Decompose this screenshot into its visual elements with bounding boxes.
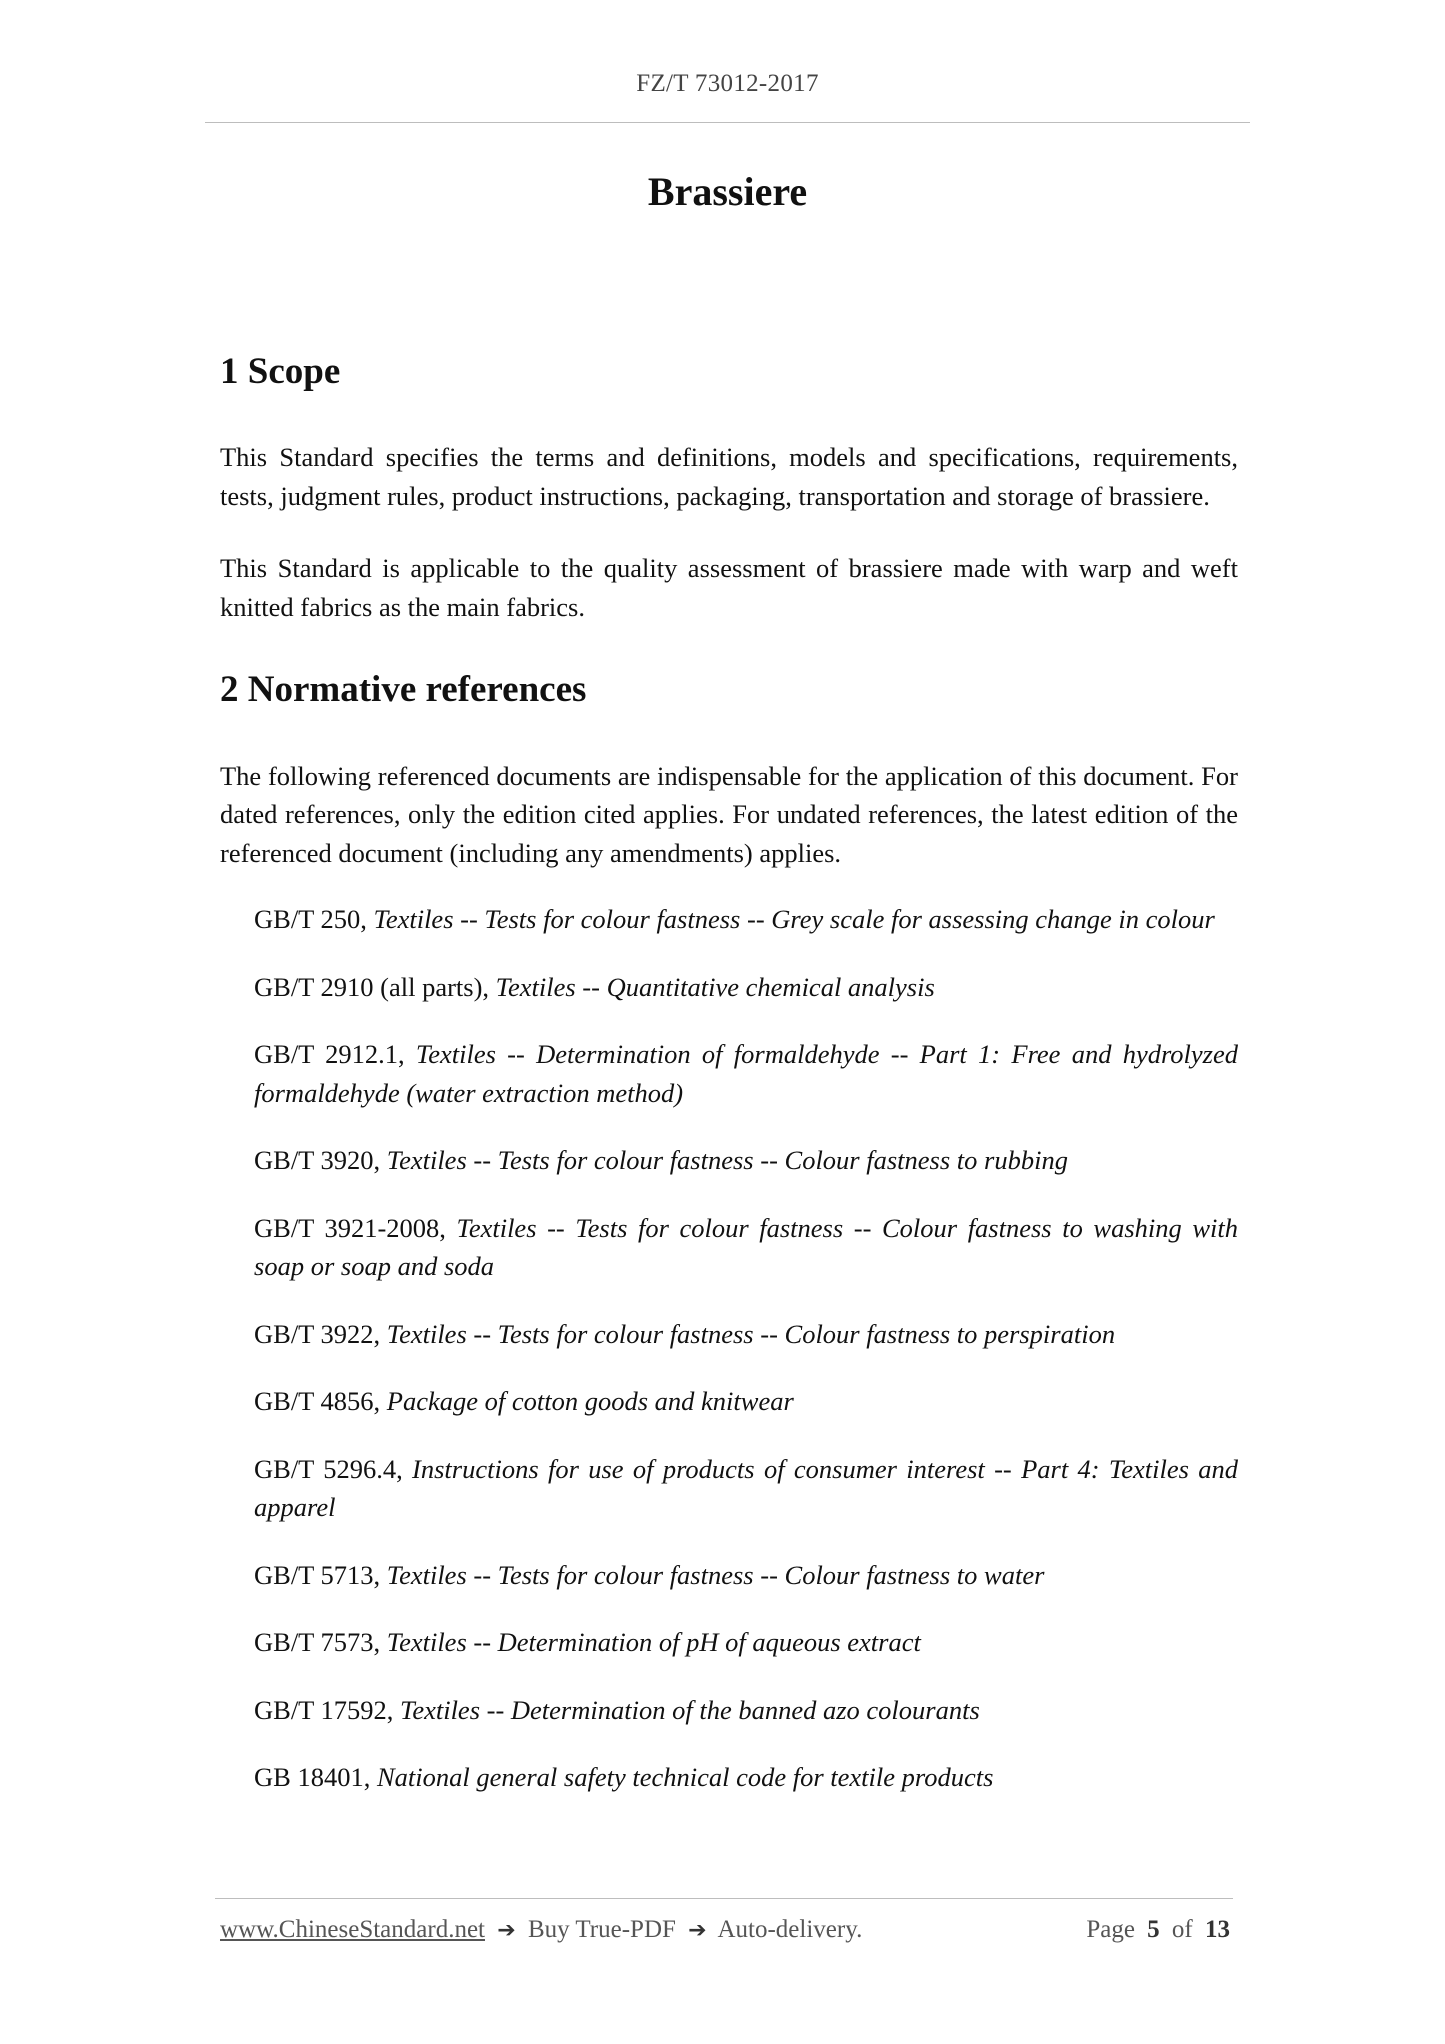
reference-item: [254, 1450, 1238, 1527]
reference-title: Textiles -- Determination of formaldehyde -- Part 1: Free and hydrolyzed formaldehyde (water extraction method): [254, 1039, 1238, 1108]
section-scope: [220, 350, 1238, 626]
reference-code: GB/T 4856,: [254, 1386, 387, 1417]
reference-code: GB/T 2912.1,: [254, 1039, 416, 1070]
reference-item: [254, 1382, 1238, 1421]
reference-item: [254, 1623, 1238, 1662]
reference-code: GB/T 250,: [254, 904, 374, 935]
document-body: [220, 350, 1238, 1826]
reference-item: [254, 968, 1238, 1007]
reference-item: [254, 900, 1238, 939]
reference-code: GB/T 3922,: [254, 1318, 387, 1349]
reference-item: [254, 1556, 1238, 1595]
page-label: Page: [1086, 1916, 1135, 1943]
footer-promo: [220, 1916, 862, 1944]
reference-title: Textiles -- Tests for colour fastness -- Colour fastness to perspiration: [386, 1318, 1116, 1349]
reference-item: [254, 1035, 1238, 1112]
section-heading-scope: 1 Scope: [220, 351, 341, 392]
document-code-header: FZ/T 73012-2017: [636, 70, 819, 97]
reference-title: National general safety technical code for textile products: [376, 1762, 994, 1793]
reference-list: [220, 900, 1238, 1797]
reference-item: [254, 1315, 1238, 1354]
right-arrow-icon: ➔: [688, 1918, 707, 1943]
right-arrow-icon: ➔: [497, 1918, 516, 1943]
reference-code: GB/T 5296.4,: [254, 1453, 413, 1484]
reference-code: GB 18401,: [254, 1762, 377, 1793]
reference-title: Textiles -- Tests for colour fastness -- Grey scale for assessing change in colour: [373, 904, 1215, 935]
scope-paragraph-1: This Standard specifies the terms and definitions, models and specifications, requirements, tests, judgment rules, product instructions, packaging, transportation and storage of brassiere.: [220, 442, 1238, 511]
buy-true-pdf-text: Buy True-PDF: [527, 1916, 676, 1943]
reference-item: [254, 1209, 1238, 1286]
reference-title: Textiles -- Tests for colour fastness -- Colour fastness to water: [386, 1559, 1045, 1590]
scope-paragraph-2: This Standard is applicable to the quality assessment of brassiere made with warp and weft knitted fabrics as the main fabrics.: [220, 553, 1238, 622]
website-link[interactable]: www.ChineseStandard.net: [220, 1916, 485, 1943]
reference-title: Textiles -- Determination of pH of aqueous extract: [386, 1627, 921, 1658]
page-indicator: [1086, 1916, 1230, 1944]
page-of-label: of: [1171, 1916, 1193, 1943]
reference-code: GB/T 17592,: [254, 1694, 401, 1725]
section-heading-normative-references: 2 Normative references: [220, 669, 587, 711]
document-title: Brassiere: [647, 169, 808, 214]
reference-code: GB/T 3920,: [254, 1145, 387, 1176]
reference-title: Textiles -- Quantitative chemical analysis: [495, 971, 935, 1002]
header-divider: [205, 122, 1250, 123]
auto-delivery-text: Auto-delivery.: [717, 1916, 863, 1943]
references-intro-paragraph: The following referenced documents are indispensable for the application of this document. For dated references, only the edition cited applies. For undated references, the latest edition of the referenced document (including any amendments) applies.: [220, 760, 1238, 868]
reference-item: [254, 1141, 1238, 1180]
page-current: 5: [1147, 1916, 1160, 1943]
reference-title: Package of cotton goods and knitwear: [386, 1386, 794, 1417]
reference-code: GB/T 3921-2008,: [254, 1212, 457, 1243]
reference-code: GB/T 7573,: [254, 1627, 387, 1658]
reference-title: Textiles -- Tests for colour fastness -- Colour fastness to washing with soap or soap and soda: [254, 1212, 1238, 1282]
reference-title: Instructions for use of products of consumer interest -- Part 4: Textiles and apparel: [254, 1453, 1238, 1523]
reference-title: Textiles -- Determination of the banned azo colourants: [400, 1694, 980, 1725]
page-total: 13: [1205, 1916, 1230, 1943]
reference-item: [254, 1691, 1238, 1730]
reference-item: [254, 1758, 1238, 1797]
section-normative-references: [220, 668, 1238, 1796]
reference-code: GB/T 5713,: [254, 1559, 387, 1590]
footer-divider: [215, 1898, 1233, 1899]
reference-title: Textiles -- Tests for colour fastness -- Colour fastness to rubbing: [386, 1145, 1068, 1176]
reference-code: GB/T 2910 (all parts),: [254, 971, 496, 1002]
